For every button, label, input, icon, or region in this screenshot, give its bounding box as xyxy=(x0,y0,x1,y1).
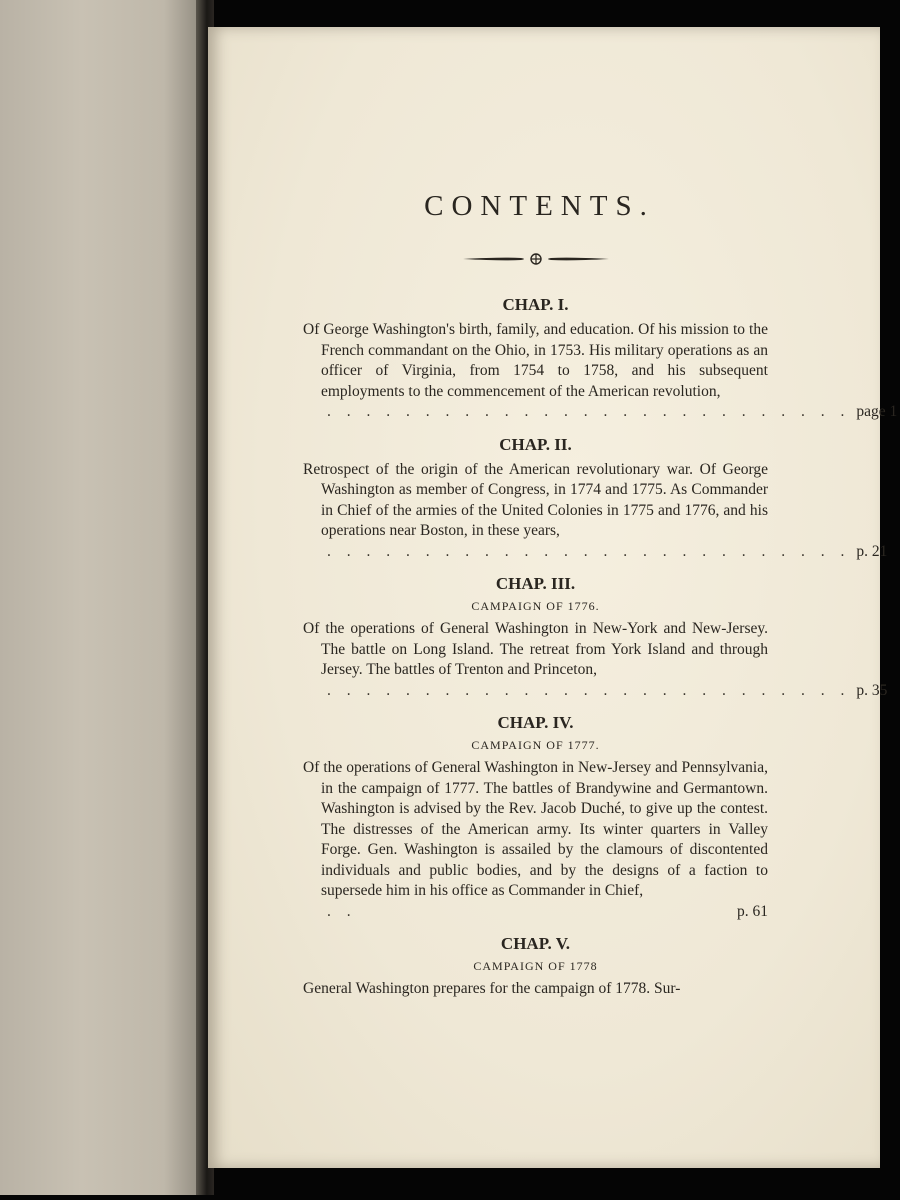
page-title: CONTENTS. xyxy=(424,190,655,222)
chapter-heading: CHAP. V. xyxy=(500,934,571,953)
campaign-subheading: CAMPAIGN OF 1776. xyxy=(471,599,600,613)
chapter-heading: CHAP. I. xyxy=(502,295,569,314)
contents-page xyxy=(303,190,898,1000)
page-reference-line: . . . . . . . . . . . . . . . . . . . . . . . . . . . page 1 xyxy=(303,402,768,423)
chapter-summary: Of the operations of General Washington in New-York and New-Jersey. The battle on Long Island. The retreat from York Island and through Jersey. The battles of Trenton and Princeton, xyxy=(303,620,768,678)
chapter-summary: Of George Washington's birth, family, and education. Of his mission to the French commandant on the Ohio, in 1753. His military operations as an officer of Virginia, from 1754 to 1758, and his subsequent employments to the commencement of the American revolution, xyxy=(303,321,768,400)
page-reference-line: . . . . . . . . . . . . . . . . . . . . . . . . . . . p. 21 xyxy=(303,542,768,563)
chapter-summary: Retrospect of the origin of the American revolutionary war. Of George Washington as member of Congress, in 1774 and 1775. As Commander in Chief of the armies of the United Colonies in 1775 and 1776, and his operations near Boston, in these years, xyxy=(303,460,768,539)
page-reference: page 1 xyxy=(856,403,898,420)
page-reference-line: . . p. 61 xyxy=(303,902,768,923)
page-reference-line: . . . . . . . . . . . . . . . . . . . . . . . . . . . p. 35 xyxy=(303,681,768,702)
chapter-heading: CHAP. IV. xyxy=(497,713,574,732)
page-reference: p. 35 xyxy=(856,681,888,699)
campaign-subheading: CAMPAIGN OF 1778 xyxy=(473,959,598,973)
chapter-summary: Of the operations of General Washington in New-Jersey and Pennsylvania, in the campaign of 1777. The battles of Brandywine and Germantown. Washington is advised by the Rev. Jacob Duché, to give up the contest. The distresses of the American army. Its winter quarters in Valley Forge. Gen. Washington is assailed by the clamours of discontented individuals and public bodies, and by the designs of a faction to supersede him in his office as Commander in Chief, xyxy=(303,759,768,899)
page-reference: p. 61 xyxy=(737,902,768,920)
ornament-divider-icon xyxy=(461,253,611,265)
left-page-edge xyxy=(0,0,206,1195)
chapter-summary: General Washington prepares for the campaign of 1778. Sur- xyxy=(303,980,681,997)
chapter-heading: CHAP. III. xyxy=(495,574,576,593)
campaign-subheading: CAMPAIGN OF 1777. xyxy=(471,738,600,752)
chapter-heading: CHAP. II. xyxy=(499,434,572,454)
page-reference: p. 21 xyxy=(856,542,888,560)
